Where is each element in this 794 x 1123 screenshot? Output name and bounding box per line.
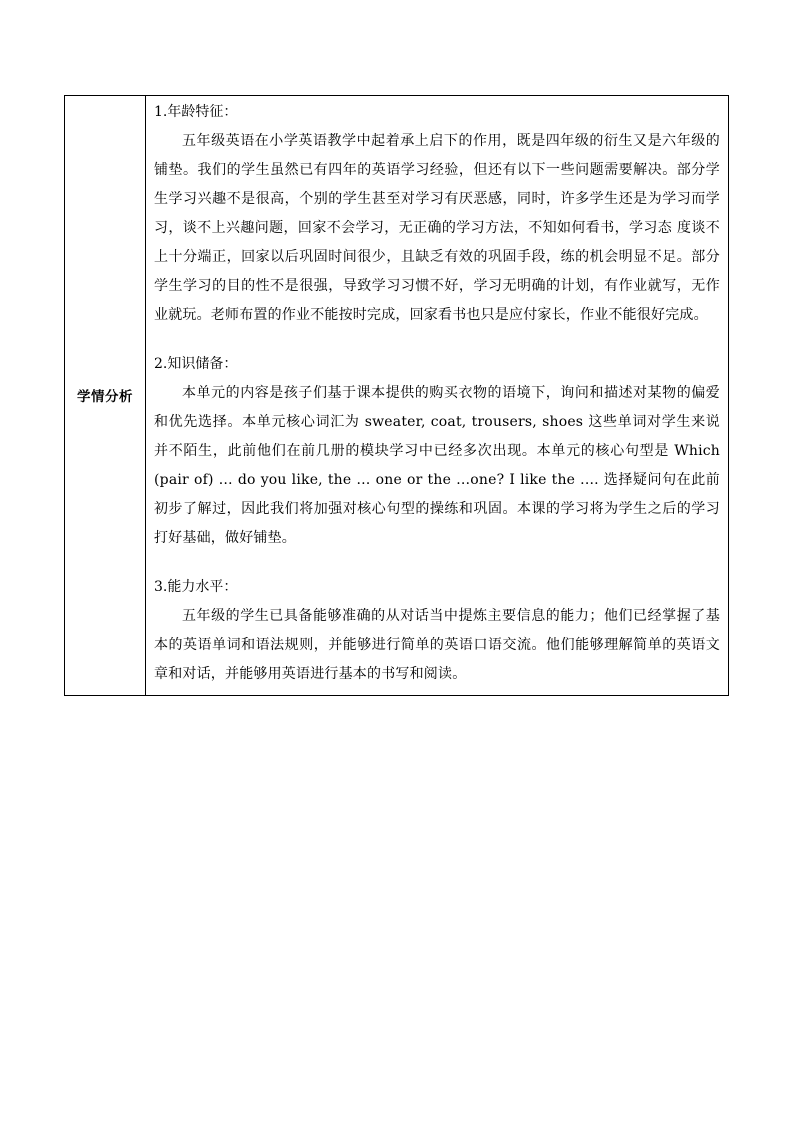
row-content-cell [146,96,729,696]
table-row [65,96,729,696]
section-ability-level [154,573,720,689]
section-age-characteristics [154,98,720,330]
section-body: 五年级的学生已具备能够准确的从对话当中提炼主要信息的能力；他们已经掌握了基本的英语单词和语法规则，并能够进行简单的英语口语交流。他们能够理解简单的英语文章和对话，并能够用英语进行基本的书写和阅读。 [154,608,720,682]
row-label-cell [65,96,146,696]
analysis-table [64,95,729,696]
section-body: 本单元的内容是孩子们基于课本提供的购买衣物的语境下，询问和描述对某物的偏爱和优先选择。本单元核心词汇为 sweater, coat, trousers, shoes 这些单词对学生来说并不陌生，此前他们在前几册的模块学习中已经多次出现。本单元的核心句型是 Which (pair of) … do you like, the … one or the …one? I like the .... 选择疑问句在此前初步了解过，因此我们将加强对核心句型的操练和巩固。本课的学习将为学生之后的学习打好基础，做好铺垫。 [154,385,720,546]
section-knowledge-reserve [154,350,720,553]
section-body: 五年级英语在小学英语教学中起着承上启下的作用，既是四年级的衍生又是六年级的铺垫。我们的学生虽然已有四年的英语学习经验，但还有以下一些问题需要解决。部分学生学习兴趣不是很高，个别的学生甚至对学习有厌恶感，同时，许多学生还是为学习而学习，谈不上兴趣问题，回家不会学习，无正确的学习方法，不知如何看书，学习态 度谈不上十分端正，回家以后巩固时间很少，且缺乏有效的巩固手段，练的机会明显不足。部分学生学习的目的性不是很强，导致学习习惯不好，学习无明确的计划，有作业就写，无作业就玩。老师布置的作业不能按时完成，回家看书也只是应付家长，作业不能很好完成。 [154,133,720,323]
section-heading: 3.能力水平： [154,579,238,595]
section-spacer [154,553,720,573]
section-heading: 1.年龄特征： [154,104,238,120]
section-spacer [154,330,720,350]
section-heading: 2.知识储备： [154,356,238,372]
row-label: 学情分析 [77,389,133,405]
